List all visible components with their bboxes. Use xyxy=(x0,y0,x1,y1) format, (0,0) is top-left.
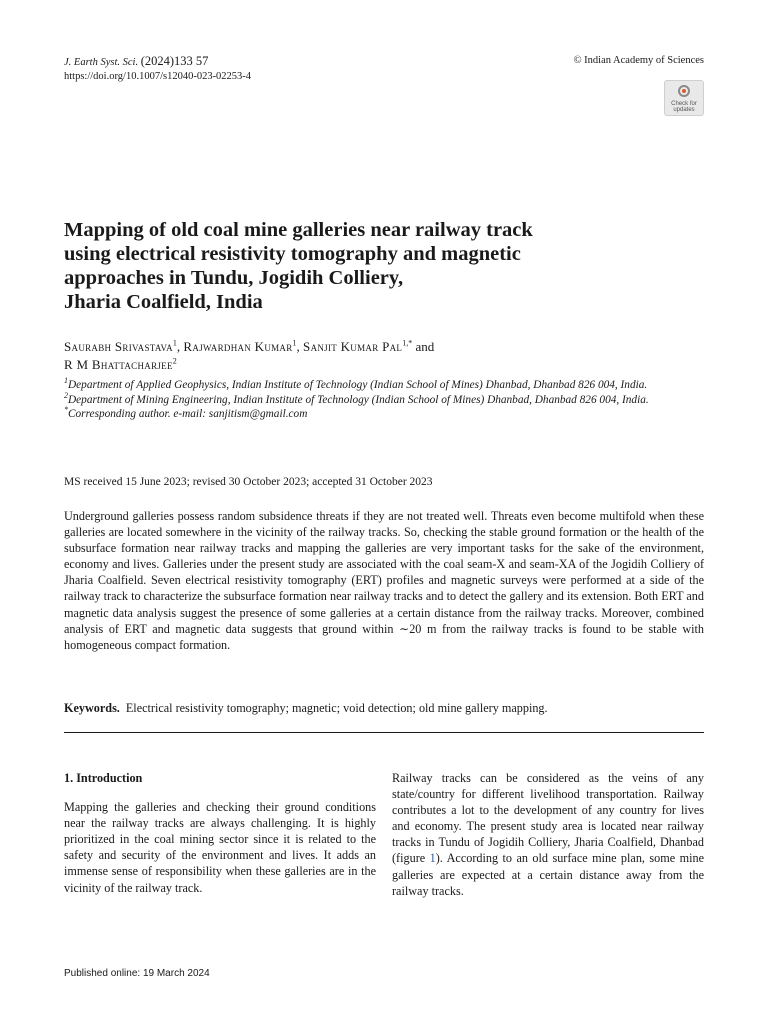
author-name: Saurabh Srivastava xyxy=(64,339,173,354)
affiliation xyxy=(64,378,704,393)
affiliations xyxy=(64,378,704,422)
author-name: Sanjit Kumar Pal xyxy=(303,339,403,354)
author-conjunction: and xyxy=(415,339,435,354)
title-line: Mapping of old coal mine galleries near railway track xyxy=(64,219,533,241)
author-affil-mark: 2 xyxy=(172,356,177,366)
paragraph-text: Railway tracks can be considered as the veins of any state/country for different livelihood transportation. Railway contributes a lot to the development of any country for lives and economy. The present study area is located near railway tracks in Tundu of Jogidih Colliery, Jharia Coalfield, Dhanbad (figure xyxy=(392,771,704,866)
badge-line1: Check for xyxy=(671,101,697,107)
title-line: approaches in Tundu, Jogidih Colliery, xyxy=(64,267,404,289)
left-column xyxy=(64,770,376,896)
manuscript-dates: MS received 15 June 2023; revised 30 October 2023; accepted 31 October 2023 xyxy=(64,476,433,488)
affiliation-mark: 2 xyxy=(64,390,68,400)
title-line: using electrical resistivity tomography and magnetic xyxy=(64,243,521,265)
corresponding-author xyxy=(64,407,704,422)
affiliation-text: Department of Mining Engineering, Indian Institute of Technology (Indian School of Mines) Dhanbad, Dhanbad 826 004, India. xyxy=(68,393,649,406)
affiliation xyxy=(64,390,704,408)
author-name: Rajwardhan Kumar xyxy=(183,339,293,354)
author-name: R M Bhattacharjee xyxy=(64,357,173,372)
paper-title xyxy=(64,218,704,314)
crossmark-icon xyxy=(678,85,690,97)
author-affil-mark: 1,* xyxy=(402,338,413,348)
section-heading: 1. Introduction xyxy=(64,771,143,785)
keywords-label: Keywords. xyxy=(64,701,120,715)
abstract: Underground galleries possess random subsidence threats if they are not treated well. Threats even become multifold when these galleries are located somewhere in the vicinity of the railway tracks. So, checking the stable ground formation or the health of the subsurface formation near railway tracks and mapping the galleries are very important tasks for the sake of the environment, economy and lives. Galleries under the present study are associated with the coal seam-X and seam-XA of the Jogidih Colliery of Jharia Coalfield. Seven electrical resistivity tomography (ERT) profiles and magnetic surveys were performed at a side of the railway track to characterize the subsurface formation near railway tracks and to detect the gallery and its extension. Both ERT and magnetic data analysis suggest the presence of some galleries at a certain distance from the railway tracks. Moreover, combined analysis of ERT and magnetic data suggests that ground within ∼20 m from the railway tracks is found to be stable with homogeneous compact formation. xyxy=(64,509,704,652)
author-list: Saurabh Srivastava$^1$, Rajwardhan Kumar$^1$, Sanjit Kumar Pal$^{1,*}$ and R M Bhattacharjee$^2$ xyxy=(64,338,435,372)
journal-header xyxy=(64,54,251,84)
paragraph-text: ). According to an old surface mine plan, some mine galleries are expected at a certain distance away from the railway tracks. xyxy=(392,851,704,898)
paragraph: Mapping the galleries and checking their ground conditions near the railway tracks are always challenging. It is highly prioritized in the coal mining sector since it is related to the safety and security of the environment and lives. It adds an immense sense of responsibility when these galleries are in the vicinity of the railway track. xyxy=(64,800,376,895)
author-affil-mark: 1 xyxy=(292,338,297,348)
check-for-updates-badge[interactable] xyxy=(664,80,704,116)
corresponding-author-text: Corresponding author. e-mail: sanjitism@gmail.com xyxy=(68,408,308,420)
paragraph xyxy=(392,770,704,899)
affiliation-text: Department of Applied Geophysics, Indian Institute of Technology (Indian School of Mines) Dhanbad, Dhanbad 826 004, India. xyxy=(68,379,648,391)
journal-name: J. Earth Syst. Sci. xyxy=(64,57,139,68)
title-line: Jharia Coalfield, India xyxy=(64,291,263,313)
figure-reference-link[interactable]: 1 xyxy=(429,851,436,866)
affiliation-mark: * xyxy=(64,405,68,415)
copyright-notice: © Indian Academy of Sciences xyxy=(573,55,704,66)
badge-line2: updates xyxy=(673,107,695,113)
right-column xyxy=(392,770,704,899)
section-divider xyxy=(64,732,704,733)
keywords xyxy=(64,701,704,716)
published-online: Published online: 19 March 2024 xyxy=(64,968,210,979)
doi-link[interactable]: https://doi.org/10.1007/s12040-023-02253-4 xyxy=(64,71,252,82)
affiliation-mark: 1 xyxy=(64,376,68,386)
author-affil-mark: 1 xyxy=(172,338,177,348)
keywords-text: Electrical resistivity tomography; magnetic; void detection; old mine gallery mapping. xyxy=(125,701,548,715)
year-volume: (2024)133 57 xyxy=(140,54,209,68)
